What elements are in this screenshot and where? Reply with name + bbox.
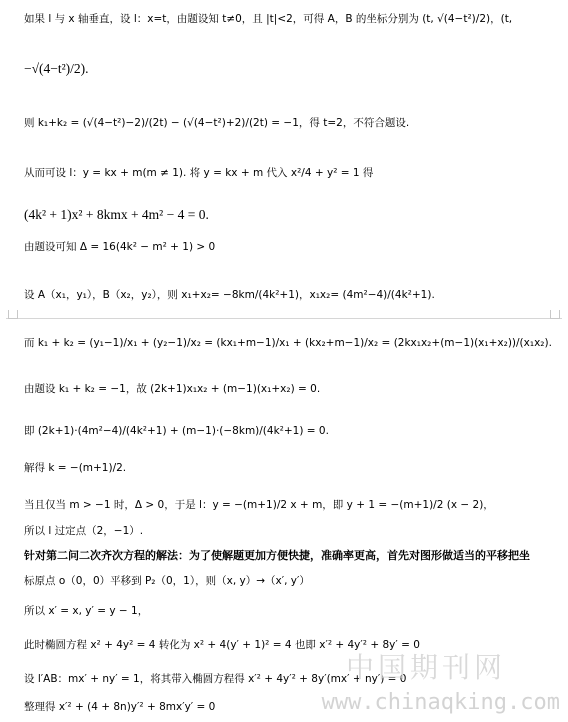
watermark-url: www.chinaqking.com xyxy=(321,690,560,715)
text-line-19: 整理得 x′² + (4 + 8n)y′² + 8mx′y′ = 0 xyxy=(24,701,216,713)
text-line-11: 解得 k = −(m+1)/2. xyxy=(24,462,127,474)
text-line-5: (4k² + 1)x² + 8kmx + 4m² − 4 = 0. xyxy=(24,207,209,222)
text-line-2: −√(4−t²)/2). xyxy=(24,61,89,76)
page-corner-mark-right xyxy=(550,310,560,319)
text-line-10: 即 (2k+1)·(4m²−4)/(4k²+1) + (m−1)·(−8km)/(4k²+1) = 0. xyxy=(24,425,329,437)
text-line-16: 所以 x′ = x, y′ = y − 1， xyxy=(24,605,149,617)
text-line-17: 此时椭圆方程 x² + 4y² = 4 转化为 x² + 4(y′ + 1)² = 4 也即 x′² + 4y′² + 8y′ = 0 xyxy=(24,639,420,651)
text-line-18: 设 l′AB：mx′ + ny′ = 1，将其带入椭圆方程得 x′² + 4y′² + 8y′(mx′ + ny′) = 0 xyxy=(24,673,407,685)
text-line-15: 标原点 o（0，0）平移到 P₂（0，1），则（x, y）→（x′, y′） xyxy=(24,575,310,587)
text-line-4: 从而可设 l：y = kx + m(m ≠ 1). 将 y = kx + m 代入 x²/4 + y² = 1 得 xyxy=(24,167,374,179)
text-line-1: 如果 l 与 x 轴垂直，设 l：x=t，由题设知 t≠0，且 |t|<2，可得 A，B 的坐标分别为 (t, √(4−t²)/2)，(t, xyxy=(24,13,513,25)
text-line-7: 设 A（x₁，y₁），B（x₂，y₂），则 x₁+x₂= −8km/(4k²+1)，x₁x₂= (4m²−4)/(4k²+1). xyxy=(24,289,435,301)
text-line-9: 由题设 k₁ + k₂ = −1，故 (2k+1)x₁x₂ + (m−1)(x₁+x₂) = 0. xyxy=(24,383,321,395)
page-break-rule xyxy=(6,318,562,319)
text-line-12: 当且仅当 m > −1 时，Δ > 0，于是 l：y = −(m+1)/2 x + m，即 y + 1 = −(m+1)/2 (x − 2)， xyxy=(24,499,494,511)
watermark-chinese: 中国期刊网 xyxy=(345,651,506,684)
page-corner-mark-left xyxy=(8,310,18,319)
text-line-3: 则 k₁+k₂ = (√(4−t²)−2)/(2t) − (√(4−t²)+2)/(2t) = −1，得 t=2，不符合题设. xyxy=(24,117,410,129)
text-line-8: 而 k₁ + k₂ = (y₁−1)/x₁ + (y₂−1)/x₂ = (kx₁+m−1)/x₁ + (kx₂+m−1)/x₂ = (2kx₁x₂+(m−1)(x₁+x₂))/(x₁x₂). xyxy=(24,337,552,349)
text-line-14: 针对第二问二次齐次方程的解法：为了使解题更加方便快捷，准确率更高，首先对图形做适当的平移把坐 xyxy=(24,549,530,562)
text-line-13: 所以 l 过定点（2，−1）. xyxy=(24,525,144,537)
text-line-6: 由题设可知 Δ = 16(4k² − m² + 1) > 0 xyxy=(24,241,216,253)
